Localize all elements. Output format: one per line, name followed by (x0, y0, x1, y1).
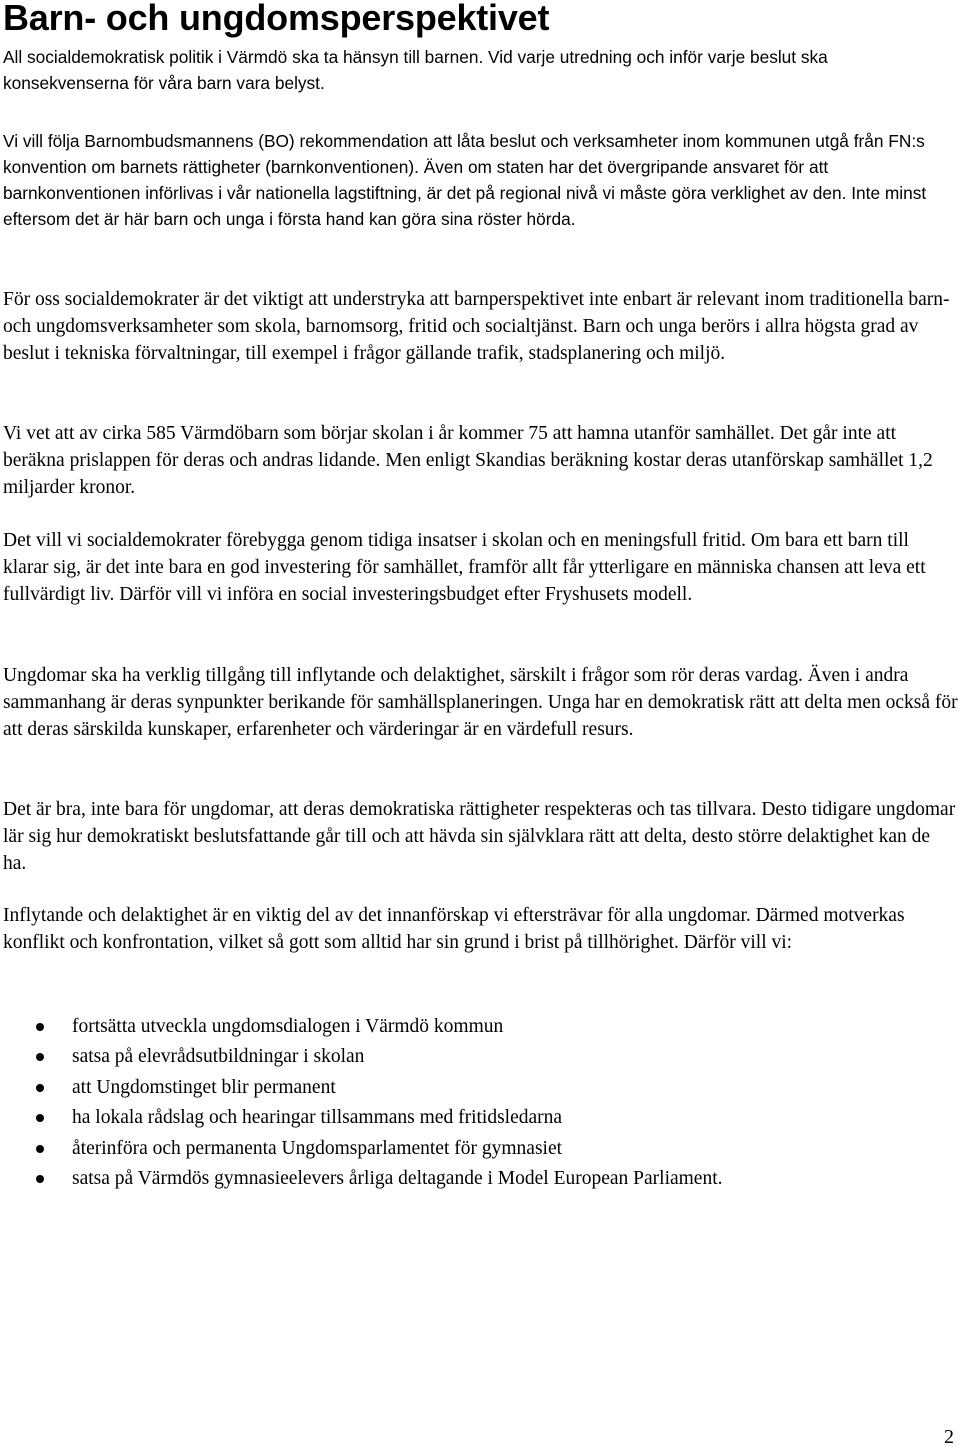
list-item (0, 1164, 958, 1194)
paragraph-demokratiska-rattigheter: Det är bra, inte bara för ungdomar, att deras demokratiska rättigheter respekteras och tas tillvara. Desto tidigare ungdomar lär sig hur demokratiskt beslutsfattande går till och att hävda sin självklara rätt att delta, desto större delaktighet kan de ha. (3, 799, 956, 874)
bullet-icon (36, 1084, 44, 1092)
paragraph-delaktighet: Inflytande och delaktighet är en viktig del av det innanförskap vi eftersträvar för alla ungdomar. Därmed motverkas konflikt och konfrontation, vilket så gott som alltid har sin grund i brist på tillhörighet. Därför vill vi: (3, 905, 905, 953)
page-number: 2 (944, 1426, 954, 1448)
paragraph-inflytande-ungdomar: Ungdomar ska ha verklig tillgång till inflytande och delaktighet, särskilt i frågor som rör deras vardag. Även i andra sammanhang är deras synpunkter berikande för samhällsplaneringen. Unga har en demokratisk rätt att delta men också för att deras särskilda kunskaper, erfarenheter och värderingar är en värdefull resurs. (3, 665, 958, 740)
list-item (0, 1134, 958, 1164)
bullet-icon (36, 1145, 44, 1153)
list-item-text: att Ungdomstinget blir permanent (72, 1076, 336, 1098)
page-title: Barn- och ungdomsperspektivet (3, 0, 550, 38)
bullet-icon (36, 1114, 44, 1122)
bullet-icon (36, 1053, 44, 1061)
list-item-text: ha lokala rådslag och hearingar tillsammans med fritidsledarna (72, 1107, 563, 1129)
paragraph-intro: All socialdemokratisk politik i Värmdö ska ta hänsyn till barnen. Vid varje utredning och inför varje beslut ska konsekvenserna för våra barn vara belyst. (3, 47, 828, 93)
action-list (0, 1012, 958, 1194)
list-item (0, 1073, 958, 1103)
list-item (0, 1012, 958, 1042)
bullet-icon (36, 1175, 44, 1183)
paragraph-utanforskap: Vi vet att av cirka 585 Värmdöbarn som börjar skolan i år kommer 75 att hamna utanför samhället. Det går inte att beräkna prislappen för deras och andras lidande. Men enligt Skandias beräkning kostar deras utanförskap samhället 1,2 miljarder kronor. (3, 423, 933, 498)
list-item (0, 1103, 958, 1133)
list-item (0, 1042, 958, 1072)
paragraph-barnkonventionen: Vi vill följa Barnombudsmannens (BO) rekommendation att låta beslut och verksamheter inom kommunen utgå från FN:s konvention om barnets rättigheter (barnkonventionen). Även om staten har det övergripande ansvaret för att barnkonventionen införlivas i vår nationella lagstiftning, är det på regional nivå vi måste göra verklighet av den. Inte minst eftersom det är här barn och unga i första hand kan göra sina röster hörda. (3, 131, 927, 229)
bullet-icon (36, 1023, 44, 1031)
paragraph-forebygga: Det vill vi socialdemokrater förebygga genom tidiga insatser i skolan och en meningsfull fritid. Om bara ett barn till klarar sig, är det inte bara en god investering för samhället, framför allt får ytterligare en människa chansen att leva ett fullvärdigt liv. Därför vill vi införa en social investeringsbudget efter Fryshusets modell. (3, 530, 926, 605)
list-item-text: återinföra och permanenta Ungdomsparlamentet för gymnasiet (72, 1137, 563, 1159)
list-item-text: fortsätta utveckla ungdomsdialogen i Värmdö kommun (72, 1016, 504, 1037)
paragraph-barnperspektiv: För oss socialdemokrater är det viktigt att understryka att barnperspektivet inte enbart är relevant inom traditionella barn- och ungdomsverksamheter som skola, barnomsorg, fritid och socialtjänst. Barn och unga berörs i allra högsta grad av beslut i tekniska förvaltningar, till exempel i frågor gällande trafik, stadsplanering och miljö. (3, 289, 950, 364)
list-item-text: satsa på elevrådsutbildningar i skolan (72, 1046, 365, 1068)
list-item-text: satsa på Värmdös gymnasieelevers årliga deltagande i Model European Parliament. (72, 1167, 723, 1189)
